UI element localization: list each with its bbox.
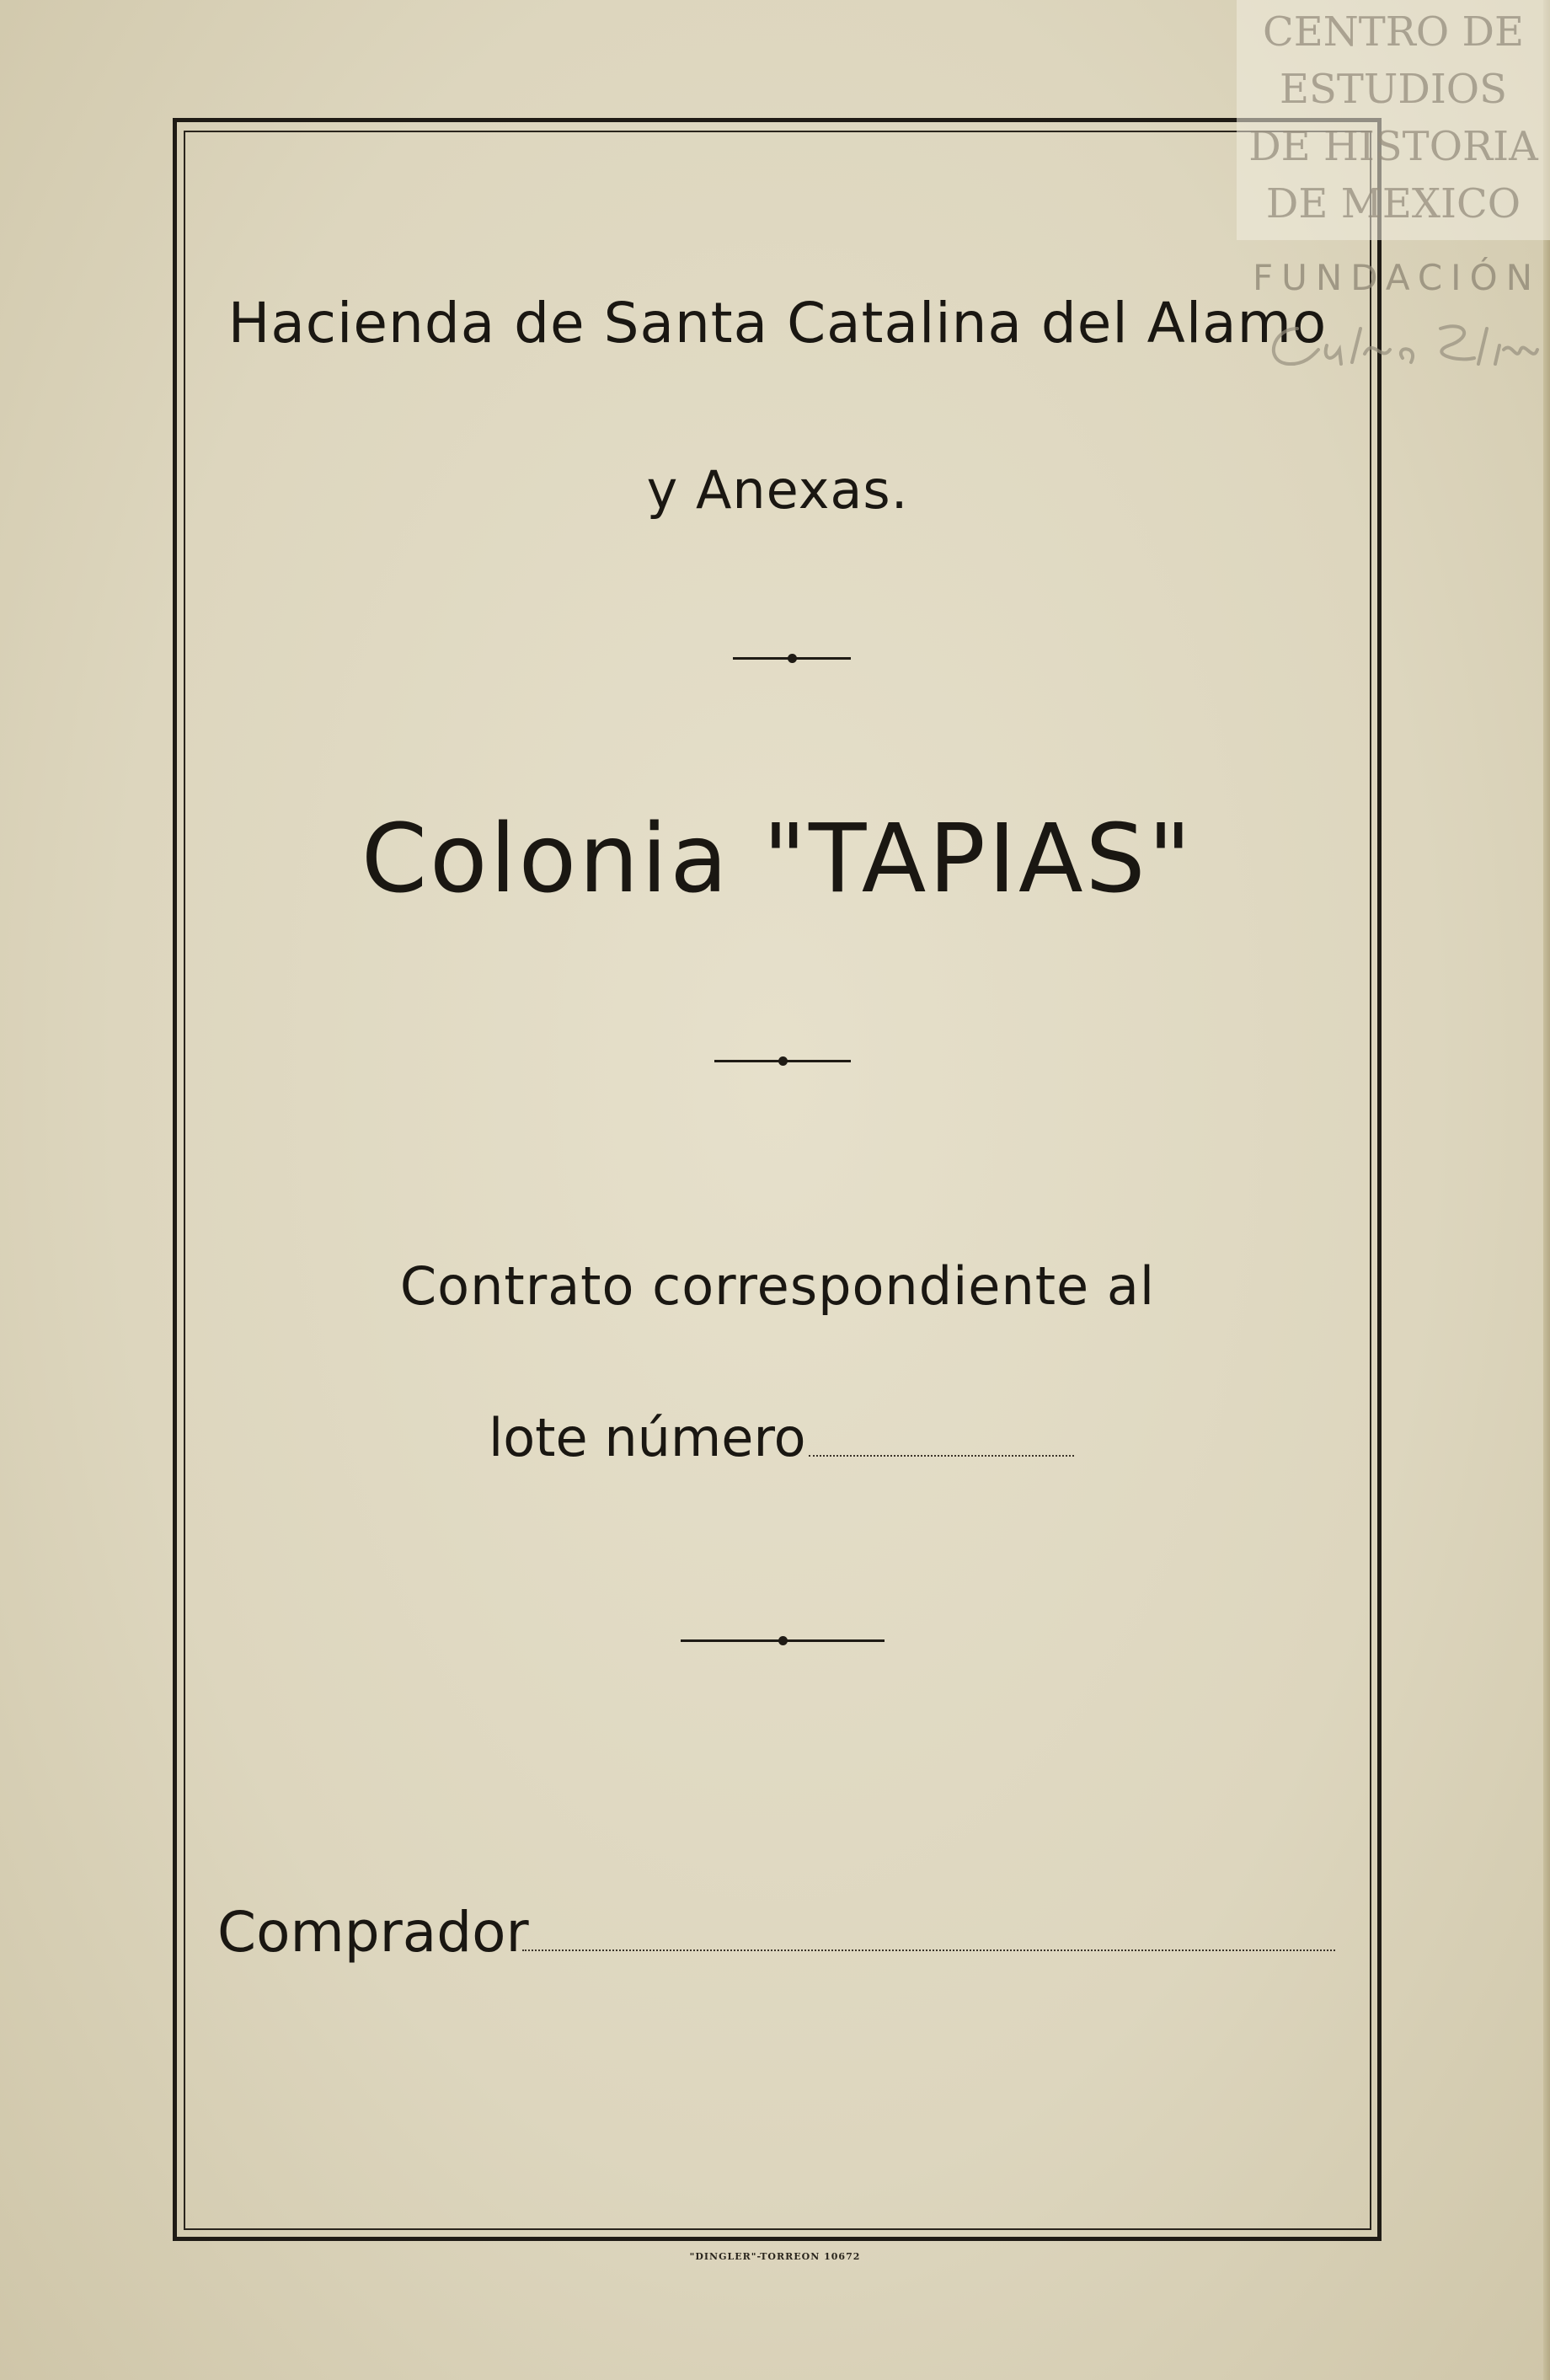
ornament-divider-bottom bbox=[681, 1639, 885, 1642]
anexas-heading: y Anexas. bbox=[646, 459, 909, 521]
ornament-dot bbox=[778, 1056, 788, 1066]
printer-credit: "DINGLER"-TORREON 10672 bbox=[689, 2251, 861, 2262]
watermark-line-3: DE HISTORIA bbox=[1248, 123, 1538, 170]
ornament-divider-middle bbox=[714, 1060, 851, 1062]
watermark-line-1: CENTRO DE bbox=[1262, 8, 1525, 56]
contract-line: Contrato correspondiente al bbox=[399, 1255, 1156, 1317]
colonia-title: Colonia "TAPIAS" bbox=[361, 805, 1195, 914]
watermark-signature-logo bbox=[1247, 312, 1550, 379]
lot-number-label: lote número bbox=[489, 1407, 806, 1468]
ornament-divider-top bbox=[733, 657, 851, 660]
buyer-blank-field[interactable] bbox=[522, 1949, 1335, 1951]
hacienda-heading: Hacienda de Santa Catalina del Alamo bbox=[227, 291, 1328, 356]
buyer-label: Comprador bbox=[217, 1900, 529, 1965]
ornament-dot bbox=[778, 1636, 788, 1645]
watermark-line-2: ESTUDIOS bbox=[1279, 66, 1508, 113]
watermark-line-4: DE MEXICO bbox=[1265, 180, 1521, 227]
watermark-foundation: FUNDACIÓN bbox=[1252, 257, 1542, 298]
lot-number-blank-field[interactable] bbox=[809, 1455, 1074, 1457]
ornament-dot bbox=[788, 654, 797, 663]
